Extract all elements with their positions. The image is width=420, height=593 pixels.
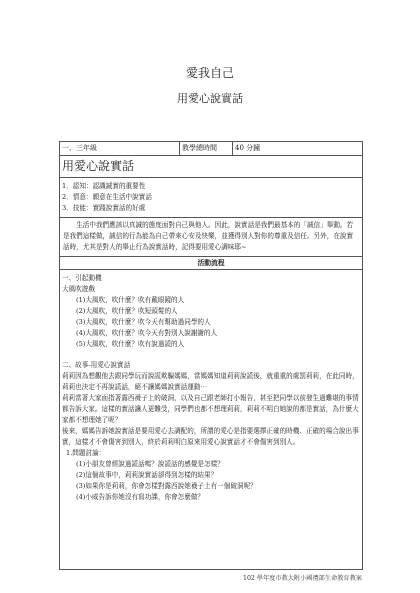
grade-cell: 一、三年級 bbox=[60, 142, 180, 155]
story-paragraph: 莉莉當著大家面指著露西襪子上的破洞，以及自己跟老師打小報告，甚至把同學以前發生過難堪的事情都告訴大家。這樣的實話讓人更難受，同學們也都不想理莉莉，莉莉不明白她說的都是實話，為什麼大家都不想理她了呢？ bbox=[62, 394, 359, 424]
lesson-title: 用愛心說實話 bbox=[60, 156, 362, 178]
story-paragraph: 後來，媽媽告訴她說實話是要用愛心去調配的，所謂的愛心是指要選擇正確的時機、正確的場合說出事實，這樣才不會傷害到別人，終於莉莉明白原來用愛心說實話才不會傷害到別人。 bbox=[62, 427, 359, 446]
lesson-plan-table bbox=[59, 141, 363, 570]
objective-item: 2．情意：願意在生活中說實話 bbox=[62, 193, 152, 201]
section-title: 一、引起動機 bbox=[62, 274, 102, 282]
objectives bbox=[60, 178, 362, 218]
story-paragraph: 莉莉因為想觀他去跟同學玩而說謊欺騙媽媽，當媽媽知道莉莉說謊後，就重重的處罰莉莉，在此同時，莉莉也決定不再說謊話，絕不讓媽媽說實話運動⋯ bbox=[62, 372, 359, 391]
info-row bbox=[60, 142, 362, 156]
game-item: (4)大風吹，吹什麼？吹今天有對別人說謝謝的人 bbox=[76, 329, 218, 337]
discussion-question: (3)如果你是莉莉，你會怎樣對露西說她襪子上有一個破洞呢？ bbox=[76, 482, 257, 490]
activity-flow-heading: 活動流程 bbox=[60, 257, 362, 270]
game-item: (1)大風吹，吹什麼？吹有戴眼鏡的人 bbox=[76, 296, 185, 304]
discussion-title: 1.問題討論： bbox=[66, 449, 106, 457]
intro-paragraph: 生活中我們應該以真誠的態度面對自己與他人。因此，說實話是我們最基本的「誠信」舉動。若是我們這樣做，誠信的行為能為自己帶來心安及快樂，並獲得別人對你的尊重及信任。另外，在說實話時，尤其是對人的舉止行為說實話時，記得要用愛心調味耶~ bbox=[60, 218, 362, 257]
section-subtitle: 大風吹遊戲 bbox=[62, 285, 95, 293]
objective-item: 3．技能：實踐說實話的好處 bbox=[62, 204, 146, 212]
section-title: 二、故事-用愛心說實話 bbox=[62, 361, 131, 369]
game-item: (2)大風吹，吹什麼？吹短頭髮的人 bbox=[76, 307, 178, 315]
footer-text: 102 學年度市教大附小國禮部生命教育教案 bbox=[243, 575, 362, 582]
time-label-cell: 教學總時間 bbox=[180, 142, 233, 155]
discussion-question: (4)小威告訴你她沒有寫功課，你會怎麼做？ bbox=[76, 493, 205, 501]
page-title: 愛我自己 bbox=[185, 66, 234, 80]
discussion-question: (2)這個故事中，莉莉說實話卻得到怎樣的結果？ bbox=[76, 471, 218, 479]
spacer bbox=[62, 350, 360, 360]
activity-flow-content bbox=[60, 270, 362, 506]
discussion-question: (1)小朋友曾經說過謊話嗎？說謊話的感覺是怎樣？ bbox=[76, 460, 224, 468]
time-value-cell: 40 分鐘 bbox=[235, 144, 261, 152]
game-item: (3)大風吹，吹什麼？吹今天有幫助過同學的人 bbox=[76, 318, 211, 326]
game-item: (5)大風吹，吹什麼？吹有說過謊的人 bbox=[76, 340, 185, 348]
page-subtitle: 用愛心說實話 bbox=[177, 92, 243, 105]
objective-item: 1．認知：認識誠實的重要性 bbox=[62, 182, 146, 190]
